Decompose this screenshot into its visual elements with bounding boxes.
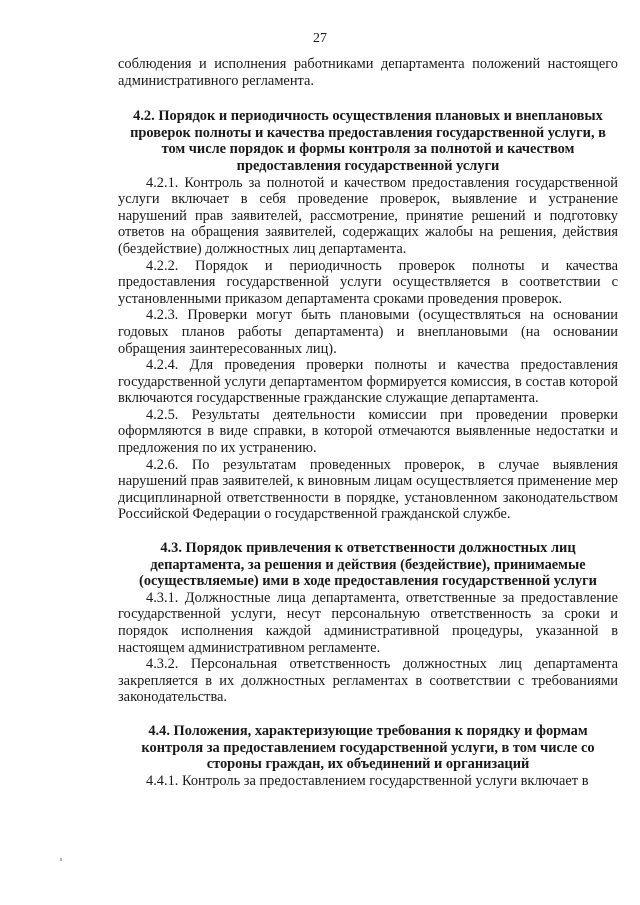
paragraph-4-2-3: 4.2.3. Проверки могут быть плановыми (осуществляться на основании годовых планов работы департамента) и внеплановыми (на основании обращения заинтересованных лиц).: [118, 307, 618, 357]
paragraph-4-2-2: 4.2.2. Порядок и периодичность проверок полноты и качества предоставления государственной услуги осуществляется в соответствии с установленными приказом департамента сроками проведения проверок.: [118, 257, 618, 307]
paragraph-4-2-6: 4.2.6. По результатам проведенных проверок, в случае выявления нарушений прав заявителей, к виновным лицам осуществляется применение мер дисциплинарной ответственности в порядке, установленном законодательством Российской Федерации о государственной гражданской службе.: [118, 456, 618, 523]
paragraph-4-2-1: 4.2.1. Контроль за полнотой и качеством предоставления государственной услуги включает в себя проведение проверок, выявление и устранение нарушений прав заявителей, рассмотрение, принятие решений и подготовку ответов на обращения заявителей, содержащих жалобы на решения, действия (бездействие) должностных лиц департамента.: [118, 174, 618, 257]
section-4-3-heading: 4.3. Порядок привлечения к ответственности должностных лиц департамента, за решения и действия (бездействие), принимаемые (осуществляемые) ими в ходе предоставления государственной услуги: [139, 540, 597, 590]
paragraph-4-3-1: 4.3.1. Должностные лица департамента, ответственные за предоставление государственной услуги, несут персональную ответственность за сроки и порядок исполнения каждой административной процедуры, указанной в настоящем административном регламенте.: [118, 589, 618, 656]
section-4-4-heading: 4.4. Положения, характеризующие требования к порядку и формам контроля за предоставлением государственной услуги, в том числе со стороны граждан, их объединений и организаций: [141, 722, 595, 773]
paragraph-4-2-5: 4.2.5. Результаты деятельности комиссии при проведении проверки оформляются в виде справки, в которой отмечаются выявленные недостатки и предложения по их устранению.: [118, 406, 618, 457]
intro-paragraph: соблюдения и исполнения работниками департамента положений настоящего административного регламента.: [118, 56, 618, 89]
scan-speck: [60, 858, 62, 861]
page-number: 27: [313, 31, 327, 46]
paragraph-4-4-1: 4.4.1. Контроль за предоставлением государственной услуги включает в: [146, 772, 589, 789]
section-4-2-heading: 4.2. Порядок и периодичность осуществления плановых и внеплановых проверок полноты и качества предоставления государственной услуги, в том числе порядок и формы контроля за полнотой и качеством предоставления государственной услуги: [130, 108, 606, 174]
paragraph-4-3-2: 4.3.2. Персональная ответственность должностных лиц департамента закрепляется в их должностных регламентах в соответствии с требованиями законодательства.: [118, 656, 618, 706]
document-body: [118, 56, 618, 789]
paragraph-4-2-4: 4.2.4. Для проведения проверки полноты и качества предоставления государственной услуги департаментом формируется комиссия, в состав которой включаются государственные гражданские служащие департамента.: [118, 357, 618, 407]
